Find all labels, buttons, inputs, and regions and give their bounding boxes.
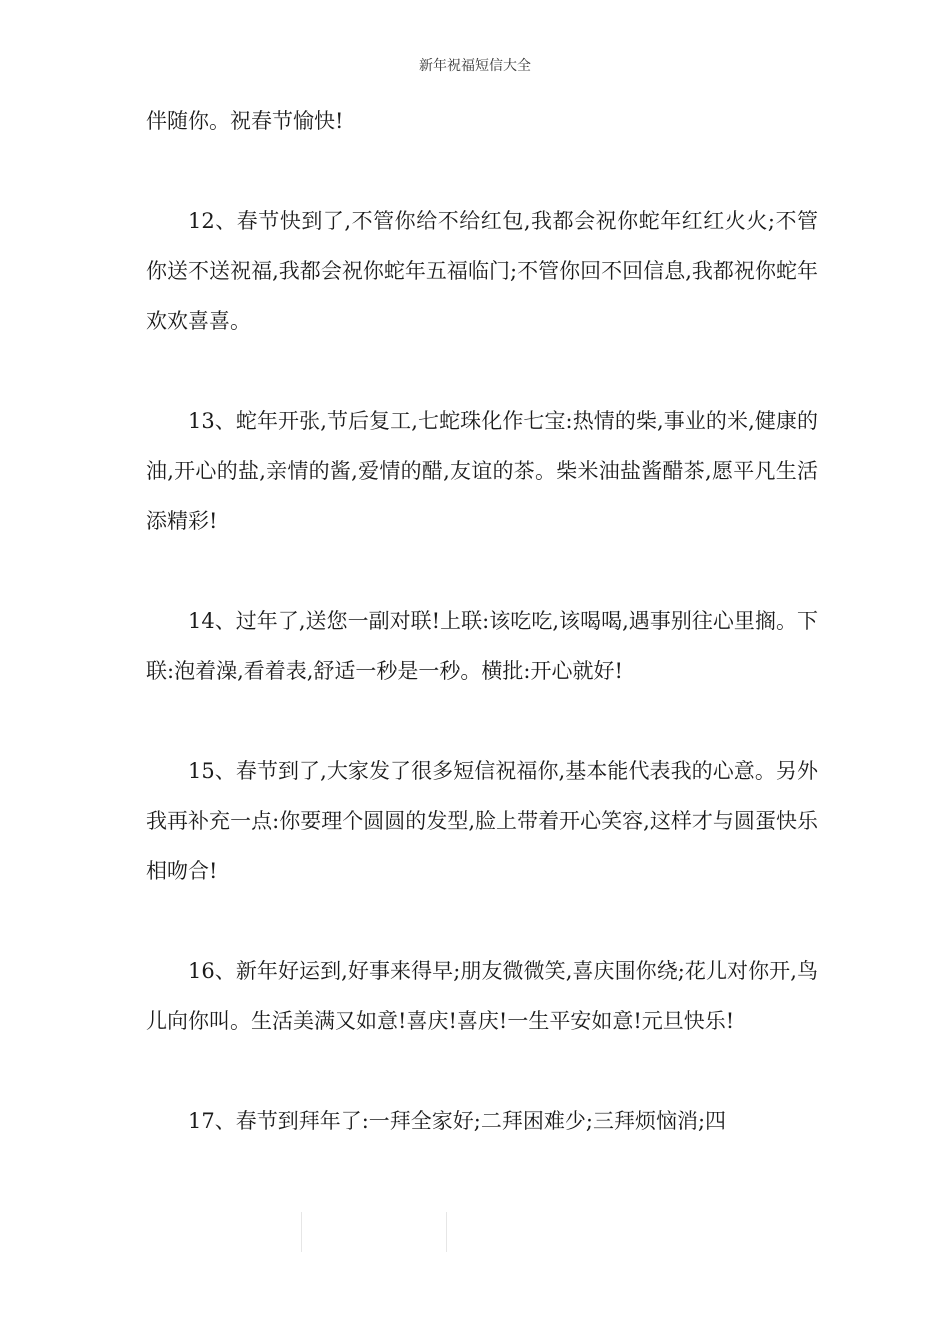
paragraph-continuation: 伴随你。祝春节愉快!	[146, 109, 344, 133]
paragraph-item-14: 14、过年了,送您一副对联!上联:该吃吃,该喝喝,遇事别往心里搁。下联:泡着澡,看着表,舒适一秒是一秒。横批:开心就好!	[146, 609, 818, 683]
page-header-title: 新年祝福短信大全	[419, 58, 531, 74]
paragraph-item-13: 13、蛇年开张,节后复工,七蛇珠化作七宝:热情的柴,事业的米,健康的油,开心的盐,亲情的酱,爱情的醋,友谊的茶。柴米油盐酱醋茶,愿平凡生活添精彩!	[146, 409, 818, 533]
paragraph-item-12: 12、春节快到了,不管你给不给红包,我都会祝你蛇年红红火火;不管你送不送祝福,我都会祝你蛇年五福临门;不管你回不回信息,我都祝你蛇年欢欢喜喜。	[146, 209, 818, 333]
paragraph-item-15: 15、春节到了,大家发了很多短信祝福你,基本能代表我的心意。另外我再补充一点:你要理个圆圆的发型,脸上带着开心笑容,这样才与圆蛋快乐相吻合!	[146, 759, 818, 883]
paragraph-item-16: 16、新年好运到,好事来得早;朋友微微笑,喜庆围你绕;花儿对你开,鸟儿向你叫。生活美满又如意!喜庆!喜庆!一生平安如意!元旦快乐!	[146, 959, 818, 1033]
document-body	[146, 96, 818, 1196]
footer-divider-right	[446, 1212, 447, 1252]
paragraph-item-17: 17、春节到拜年了:一拜全家好;二拜困难少;三拜烦恼消;四	[188, 1109, 727, 1133]
footer-divider-left	[301, 1212, 302, 1252]
